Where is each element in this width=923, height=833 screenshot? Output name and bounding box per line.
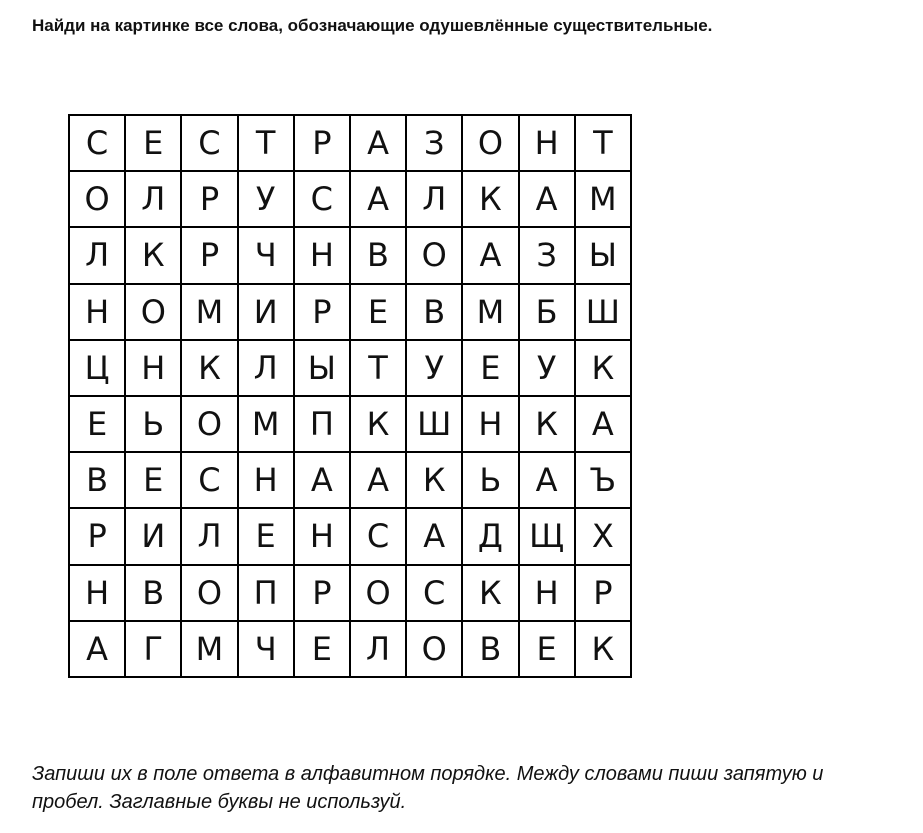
grid-cell[interactable]: У (238, 171, 294, 227)
grid-cell[interactable]: М (181, 284, 237, 340)
grid-cell[interactable]: Г (125, 621, 181, 677)
grid-cell[interactable]: Н (519, 565, 575, 621)
grid-cell[interactable]: А (350, 452, 406, 508)
grid-cell[interactable]: О (406, 621, 462, 677)
grid-cell[interactable]: Т (350, 340, 406, 396)
grid-cell[interactable]: М (462, 284, 518, 340)
grid-cell[interactable]: А (294, 452, 350, 508)
grid-cell[interactable]: Р (181, 227, 237, 283)
answer-instruction: Запиши их в поле ответа в алфавитном порядке. Между словами пиши запятую и пробел. Заглавные буквы не используй. (32, 763, 824, 813)
grid-cell[interactable]: Т (575, 116, 631, 171)
grid-cell[interactable]: М (238, 396, 294, 452)
grid-cell[interactable]: А (350, 171, 406, 227)
grid-cell[interactable]: Н (294, 508, 350, 564)
grid-cell[interactable]: С (350, 508, 406, 564)
grid-cell[interactable]: Х (575, 508, 631, 564)
grid-cell[interactable]: А (350, 116, 406, 171)
grid-cell[interactable]: Е (125, 116, 181, 171)
grid-cell[interactable]: К (462, 565, 518, 621)
grid-cell[interactable]: И (125, 508, 181, 564)
grid-cell[interactable]: К (575, 340, 631, 396)
grid-row (70, 227, 631, 283)
grid-cell[interactable]: З (406, 116, 462, 171)
grid-cell[interactable]: В (125, 565, 181, 621)
grid-cell[interactable]: И (238, 284, 294, 340)
grid-cell[interactable]: О (350, 565, 406, 621)
grid-cell[interactable]: Н (125, 340, 181, 396)
grid-cell[interactable]: С (181, 452, 237, 508)
grid-cell[interactable]: П (294, 396, 350, 452)
grid-cell[interactable]: О (181, 565, 237, 621)
grid-cell[interactable]: Л (181, 508, 237, 564)
grid-cell[interactable]: Ч (238, 621, 294, 677)
grid-row (70, 171, 631, 227)
grid-cell[interactable]: К (350, 396, 406, 452)
letter-grid (68, 114, 632, 678)
grid-cell[interactable]: Ч (238, 227, 294, 283)
grid-row (70, 452, 631, 508)
task-title: Найди на картинке все слова, обозначающие одушевлённые существительные. (32, 16, 713, 35)
grid-cell[interactable]: Н (238, 452, 294, 508)
grid-cell[interactable]: У (406, 340, 462, 396)
grid-cell[interactable]: К (181, 340, 237, 396)
grid-cell[interactable]: В (406, 284, 462, 340)
grid-cell[interactable]: Л (70, 227, 125, 283)
grid-cell[interactable]: В (462, 621, 518, 677)
grid-cell[interactable]: Р (181, 171, 237, 227)
grid-cell[interactable]: Л (125, 171, 181, 227)
grid-cell[interactable]: О (181, 396, 237, 452)
grid-cell[interactable]: О (462, 116, 518, 171)
grid-cell[interactable]: Ы (575, 227, 631, 283)
grid-cell[interactable]: Ц (70, 340, 125, 396)
grid-cell[interactable]: Б (519, 284, 575, 340)
grid-cell[interactable]: Ы (294, 340, 350, 396)
grid-cell[interactable]: О (406, 227, 462, 283)
grid-cell[interactable]: Р (70, 508, 125, 564)
letter-grid-table (70, 116, 632, 678)
grid-cell[interactable]: А (575, 396, 631, 452)
grid-cell[interactable]: А (406, 508, 462, 564)
grid-row (70, 565, 631, 621)
grid-row (70, 116, 631, 171)
grid-cell[interactable]: У (519, 340, 575, 396)
grid-cell[interactable]: К (125, 227, 181, 283)
grid-cell[interactable]: К (575, 621, 631, 677)
grid-cell[interactable]: Н (519, 116, 575, 171)
grid-cell[interactable]: Е (350, 284, 406, 340)
grid-cell[interactable]: С (294, 171, 350, 227)
grid-cell[interactable]: О (70, 171, 125, 227)
grid-cell[interactable]: К (519, 396, 575, 452)
grid-cell[interactable]: Н (70, 565, 125, 621)
grid-cell[interactable]: Ш (406, 396, 462, 452)
grid-cell[interactable]: Л (238, 340, 294, 396)
grid-cell[interactable]: Р (294, 284, 350, 340)
grid-cell[interactable]: А (70, 621, 125, 677)
grid-cell[interactable]: П (238, 565, 294, 621)
grid-cell[interactable]: Е (519, 621, 575, 677)
grid-cell[interactable]: С (406, 565, 462, 621)
grid-row (70, 340, 631, 396)
grid-cell[interactable]: Л (350, 621, 406, 677)
grid-cell[interactable]: Д (462, 508, 518, 564)
grid-cell[interactable]: Т (238, 116, 294, 171)
grid-cell[interactable]: Е (70, 396, 125, 452)
grid-cell[interactable]: Р (575, 565, 631, 621)
grid-cell[interactable]: Р (294, 116, 350, 171)
grid-cell[interactable]: Н (70, 284, 125, 340)
grid-cell[interactable]: С (181, 116, 237, 171)
grid-cell[interactable]: Н (462, 396, 518, 452)
grid-cell[interactable]: Н (294, 227, 350, 283)
grid-cell[interactable]: К (462, 171, 518, 227)
grid-cell[interactable]: Е (125, 452, 181, 508)
grid-cell[interactable]: Ь (125, 396, 181, 452)
grid-cell[interactable]: В (70, 452, 125, 508)
grid-row (70, 508, 631, 564)
grid-cell[interactable]: Ъ (575, 452, 631, 508)
grid-cell[interactable]: М (575, 171, 631, 227)
grid-row (70, 396, 631, 452)
grid-cell[interactable]: Л (406, 171, 462, 227)
grid-cell[interactable]: Е (238, 508, 294, 564)
grid-cell[interactable]: Ш (575, 284, 631, 340)
grid-cell[interactable]: Ь (462, 452, 518, 508)
grid-cell[interactable]: Р (294, 565, 350, 621)
grid-cell[interactable]: М (181, 621, 237, 677)
grid-cell[interactable]: К (406, 452, 462, 508)
grid-cell[interactable]: Щ (519, 508, 575, 564)
grid-row (70, 621, 631, 677)
grid-cell[interactable]: В (350, 227, 406, 283)
grid-cell[interactable]: А (462, 227, 518, 283)
grid-cell[interactable]: А (519, 452, 575, 508)
grid-cell[interactable]: А (519, 171, 575, 227)
grid-cell[interactable]: З (519, 227, 575, 283)
grid-cell[interactable]: Е (462, 340, 518, 396)
grid-cell[interactable]: Е (294, 621, 350, 677)
grid-row (70, 284, 631, 340)
grid-cell[interactable]: С (70, 116, 125, 171)
grid-cell[interactable]: О (125, 284, 181, 340)
